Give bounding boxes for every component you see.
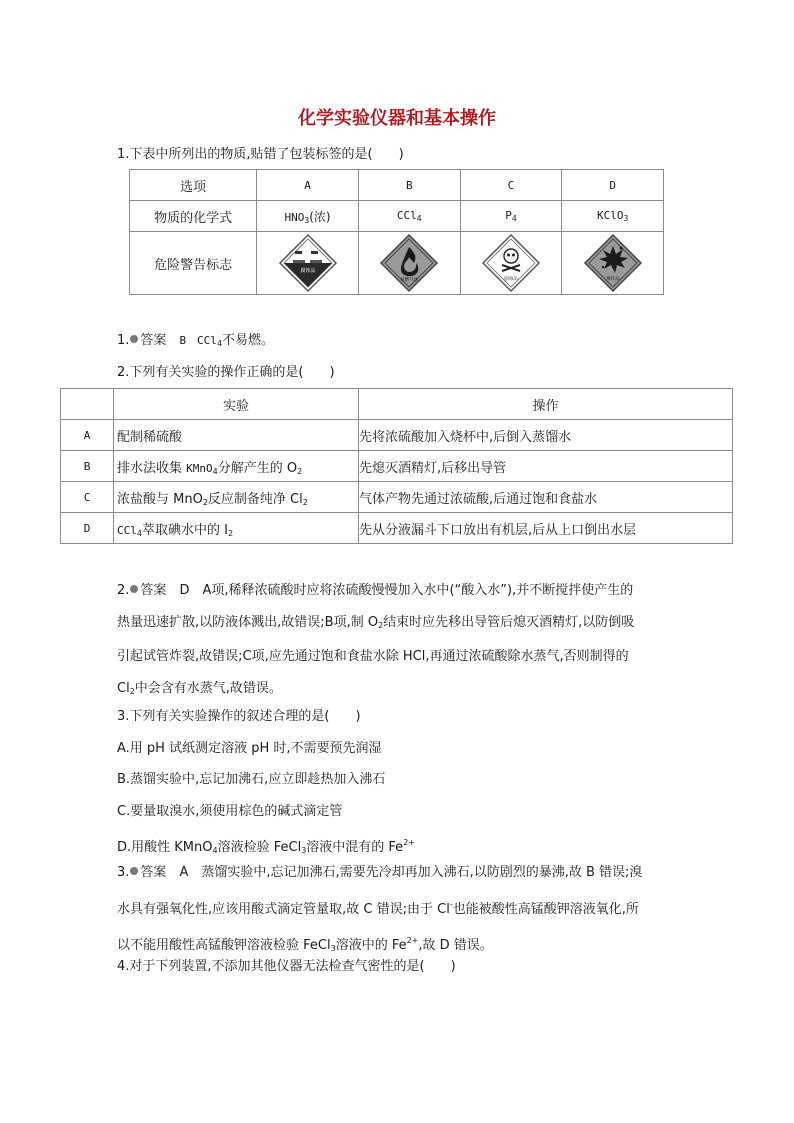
formula-cell (562, 201, 664, 232)
table-header-cell: 操作 (359, 389, 733, 420)
question-2-table (60, 388, 733, 544)
formula-cell (460, 201, 562, 232)
question-1-stem: 1.下表中所列出的物质,贴错了包装标签的是( ) (117, 147, 404, 162)
question-1-table (129, 169, 664, 295)
answer-number: 1. (117, 333, 130, 348)
formula-note: (浓) (309, 209, 331, 224)
formula-subscript: 4 (511, 214, 517, 223)
table-row-warning (130, 232, 664, 295)
warning-sign-cell (358, 232, 460, 295)
warning-sign-cell (460, 232, 562, 295)
answer-marker-icon (130, 585, 138, 593)
formula-text: P (505, 209, 512, 222)
warning-sign-cell (257, 232, 359, 295)
table-header-cell: D (562, 170, 664, 201)
option-cell: A (61, 420, 114, 451)
formula-cell (257, 201, 359, 232)
table-header-row (130, 170, 664, 201)
answer-marker-icon (130, 867, 138, 875)
sign-label: 剧毒品 (504, 277, 518, 282)
table-header-row (61, 389, 733, 420)
answer-1 (117, 332, 274, 353)
formula-subscript: 4 (416, 214, 422, 223)
answer-line: 2. 答案 D A项,稀释浓硫酸时应将浓硫酸慢慢加入水中(“酸入水”),并不断搅拌使产生的 (117, 583, 634, 598)
skull-icon (481, 233, 541, 293)
table-header-cell (61, 389, 114, 420)
option-cell: D (61, 513, 114, 544)
operation-cell: 气体产物先通过浓硫酸,后通过饱和食盐水 (359, 482, 733, 513)
table-header-cell: C (460, 170, 562, 201)
warning-sign-cell (562, 232, 664, 295)
operation-cell: 先从分液漏斗下口放出有机层,后从上口倒出水层 (359, 513, 733, 544)
page-title: 化学实验仪器和基本操作 (298, 108, 496, 129)
sign-label: 腐蚀品 (300, 268, 316, 274)
experiment-cell: 配制稀硫酸 (114, 420, 359, 451)
option-b: B.蒸馏实验中,忘记加沸石,应立即趁热加入沸石 (117, 772, 386, 787)
question-4-stem: 4.对于下列装置,不添加其他仪器无法检查气密性的是( ) (117, 959, 456, 974)
answer-line: 以不能用酸性高锰酸钾溶液检验 FeCl$_3$溶液中的 $Fe^{2+}$,故 D 错误。 (117, 936, 493, 953)
formula-text: CCl (396, 209, 417, 222)
formula-subscript: 3 (623, 214, 629, 223)
table-header-cell: B (358, 170, 460, 201)
table-row (61, 420, 733, 451)
row-label: 危险警告标志 (130, 232, 257, 295)
answer-label: 答案 (140, 865, 167, 880)
sign-label: 爆炸品 (605, 277, 620, 282)
answer-marker-icon (130, 335, 138, 343)
row-label: 物质的化学式 (130, 201, 257, 232)
experiment-cell: 浓盐酸与 MnO$_2$反应制备纯净 $Cl_2$ (114, 482, 359, 513)
question-3-stem: 3.下列有关实验操作的叙述合理的是( ) (117, 709, 361, 724)
question-3 (117, 701, 679, 867)
option-c: C.要量取溴水,须使用棕色的碱式滴定管 (117, 803, 343, 819)
answer-label: 答案 (140, 333, 167, 348)
table-row (61, 513, 733, 544)
answer-text: 不易燃。 (222, 333, 275, 348)
answer-line: 水具有强氧化性,应该用酸式滴定管量取,故 C 错误;由于 Cl-也能被酸性高锰酸钾溶液氧化,所 (117, 899, 639, 917)
operation-cell: 先熄灭酒精灯,后移出导管 (359, 451, 733, 482)
sign-label: 易燃气体 (400, 278, 419, 283)
answer-line: 3. 答案 A 蒸馏实验中,忘记加沸石,需要先冷却再加入沸石,以防剧烈的暴沸,故 B 错误;溴 (117, 865, 643, 880)
answer-text: B CCl (179, 334, 217, 347)
option-d: D.用酸性 KMnO$_4$溶液检验 FeCl$_3$溶液中混有的 $Fe^{2+}$ (117, 838, 415, 855)
table-header-cell: A (257, 170, 359, 201)
table-header-cell: 实验 (114, 389, 359, 420)
formula-text: KClO (596, 209, 624, 222)
question-2-stem: 2.下列有关实验的操作正确的是( ) (117, 365, 335, 380)
experiment-cell: 排水法收集 KMnO$_4$分解产生的 $O_2$ (114, 451, 359, 482)
answer-2 (117, 575, 679, 707)
table-header-cell: 选项 (130, 170, 257, 201)
experiment-cell: CCl$_4$萃取碘水中的 $I_2$ (114, 513, 359, 544)
formula-cell (358, 201, 460, 232)
table-row (61, 482, 733, 513)
option-a: A.用 pH 试纸测定溶液 pH 时,不需要预先润湿 (117, 740, 382, 756)
flame-icon (379, 233, 439, 293)
formula-text: HNO (284, 210, 305, 224)
answer-line: 热量迅速扩散,以防液体溅出,故错误;B项,制 $O_2$结束时应先移出导管后熄灭酒精灯,以防倒吸 (117, 614, 635, 630)
table-row (61, 451, 733, 482)
explosion-icon (583, 233, 643, 293)
operation-cell: 先将浓硫酸加入烧杯中,后倒入蒸馏水 (359, 420, 733, 451)
answer-line: $Cl_2$中会含有水蒸气,故错误。 (117, 680, 282, 696)
answer-label: 答案 (140, 583, 167, 598)
formula-subscript: 3 (304, 215, 310, 225)
corrosive-icon (278, 233, 338, 293)
answer-3 (117, 857, 679, 965)
option-cell: C (61, 482, 114, 513)
answer-subscript: 4 (216, 339, 223, 348)
answer-line: 引起试管炸裂,故错误;C项,应先通过饱和食盐水除 HCl,再通过浓硫酸除水蒸气,否则制得的 (117, 649, 629, 664)
table-row-formula (130, 201, 664, 232)
option-cell: B (61, 451, 114, 482)
